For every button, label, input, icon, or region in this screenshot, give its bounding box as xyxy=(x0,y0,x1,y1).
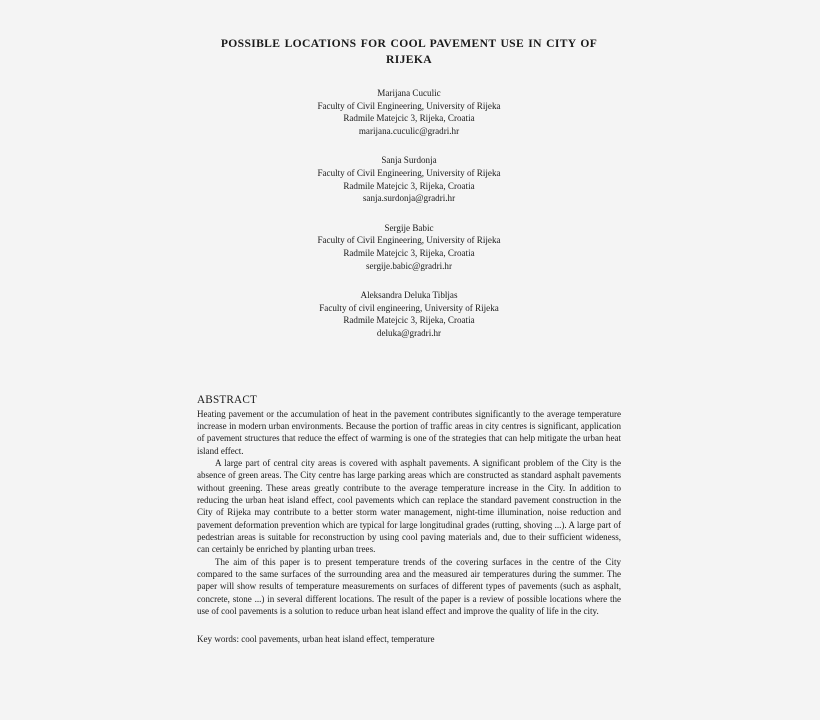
abstract-heading: ABSTRACT xyxy=(197,393,258,406)
author-name: Marijana Cuculic xyxy=(377,88,441,98)
author-address: Radmile Matejcic 3, Rijeka, Croatia xyxy=(343,113,475,124)
author-email: deluka@gradri.hr xyxy=(376,327,442,338)
author-affiliation: Faculty of Civil Engineering, University of Rijeka xyxy=(317,100,501,111)
author-address: Radmile Matejcic 3, Rijeka, Croatia xyxy=(343,247,475,258)
author-entry xyxy=(197,222,621,272)
author-name: Sergije Babic xyxy=(384,222,434,233)
abstract-paragraph: The aim of this paper is to present temperature trends of the covering surfaces in the centre of the City compared to the same surfaces of the surrounding area and the measured air temperatures during the summer. The paper will show results of temperature measurements on surfaces of different types of pavements (such as asphalt, concrete, stone ...) in several different locations. The result of the paper is a review of possible locations where the use of cool pavements is a solution to reduce urban heat island effect and improve the quality of life in the city. xyxy=(197,556,621,616)
author-email: sanja.surdonja@gradri.hr xyxy=(362,193,456,204)
text-column xyxy=(197,0,621,646)
author-address: Radmile Matejcic 3, Rijeka, Croatia xyxy=(343,315,475,326)
author-list xyxy=(197,87,621,340)
author-entry xyxy=(197,154,621,204)
author-affiliation: Faculty of civil engineering, University of Rijeka xyxy=(319,302,499,313)
abstract-section xyxy=(197,393,621,646)
abstract-paragraph: Heating pavement or the accumulation of heat in the pavement contributes significantly to the average temperature increase in modern urban environments. Because the portion of traffic areas in city centres is significant, application of pavement structures that reduce the effect of warming is one of the strategies that can help mitigate the urban heat island effect. xyxy=(197,408,621,456)
author-email: marijana.cuculic@gradri.hr xyxy=(358,125,460,136)
author-affiliation: Faculty of Civil Engineering, University of Rijeka xyxy=(317,235,501,246)
author-email: sergije.babic@gradri.hr xyxy=(366,260,452,271)
author-entry xyxy=(197,87,621,137)
abstract-paragraph: A large part of central city areas is covered with asphalt pavements. A significant problem of the City is the absence of green areas. The City centre has large parking areas which are constructed as standard asphalt pavements without greening. These areas greatly contribute to the average temperature increase in the City. In addition to reducing the urban heat island effect, cool pavements which can replace the standard pavement construction in the City of Rijeka may contribute to a better storm water management, night-time illumination, noise reduction and pavement deformation prevention which are typical for large longitudinal grades (rutting, shoving ...). A large part of pedestrian areas is suitable for reconstruction by using cool paving materials and, due to their sufficient wideness, can certainly be enriched by planting urban trees. xyxy=(197,457,621,555)
page-title: POSSIBLE LOCATIONS FOR COOL PAVEMENT USE IN CITY OF RIJEKA xyxy=(220,37,598,66)
keywords-line: Key words: cool pavements, urban heat island effect, temperature xyxy=(197,634,435,645)
author-name: Aleksandra Deluka Tibljas xyxy=(360,290,458,301)
author-address: Radmile Matejcic 3, Rijeka, Croatia xyxy=(343,180,475,191)
author-affiliation: Faculty of Civil Engineering, University of Rijeka xyxy=(317,167,501,178)
author-entry xyxy=(197,289,621,339)
author-name: Sanja Surdonja xyxy=(381,155,437,166)
